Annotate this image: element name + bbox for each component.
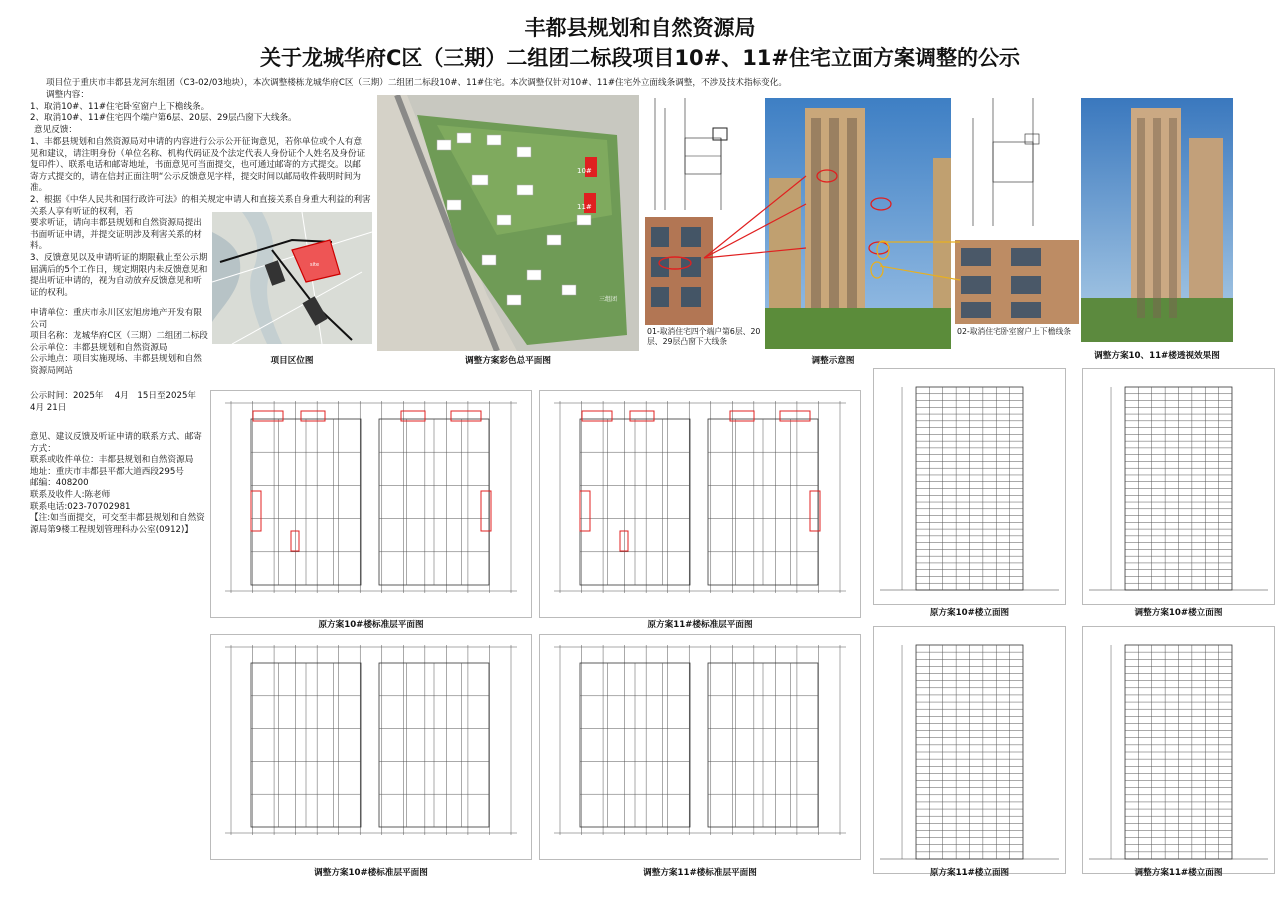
caption-elev-orig-11: 原方案11#楼立面图 bbox=[929, 868, 1010, 878]
applicant-info bbox=[30, 308, 208, 378]
publish-location: 公示地点：项目实施现场、丰都县规划和自然资源局网站 bbox=[30, 354, 202, 376]
page-title-subject: 关于龙城华府C区（三期）二组团二标段项目10#、11#住宅立面方案调整的公示 bbox=[259, 46, 1021, 70]
caption-elev-adj-11: 调整方案11#楼立面图 bbox=[1134, 868, 1223, 878]
plan-original-10 bbox=[210, 390, 532, 618]
floor-plan-drawing bbox=[540, 635, 860, 859]
caption-location-map: 项目区位图 bbox=[270, 356, 314, 366]
applicant: 申请单位：重庆市永川区宏旭房地产开发有限公司 bbox=[30, 308, 202, 330]
facade-photo-detail-2 bbox=[955, 240, 1079, 324]
callout-lines-yellow bbox=[880, 236, 960, 286]
caption-adjustment-diagram: 调整示意图 bbox=[811, 356, 855, 366]
caption-plan-adj-10: 调整方案10#楼标准层平面图 bbox=[314, 868, 428, 878]
plan-adjusted-10 bbox=[210, 634, 532, 860]
perspective-rendering bbox=[1081, 98, 1233, 342]
floor-plan-drawing bbox=[211, 391, 531, 617]
elevation-drawing bbox=[874, 627, 1065, 873]
content-item-1: 1、取消10#、11#住宅卧室窗户上下檐线条。 bbox=[30, 101, 210, 112]
publisher: 公示单位：丰都县规划和自然资源局 bbox=[30, 342, 168, 353]
contact-info bbox=[30, 432, 208, 536]
elevation-original-11 bbox=[873, 626, 1066, 874]
phone: 联系电话:023-70702981 bbox=[30, 501, 131, 512]
site-tag-11: 11# bbox=[577, 203, 592, 211]
callout-lines bbox=[700, 160, 810, 270]
recipient-unit: 联系或收件单位：丰都县规划和自然资源局 bbox=[30, 455, 194, 466]
elevation-drawing bbox=[1083, 369, 1274, 604]
content-item-2: 2、取消10#、11#住宅四个端户第6层、20层、29层凸窗下大线条。 bbox=[30, 113, 297, 124]
caption-plan-orig-11: 原方案11#楼标准层平面图 bbox=[647, 620, 753, 630]
caption-perspective: 调整方案10、11#楼透视效果图 bbox=[1094, 351, 1220, 361]
floor-plan-drawing bbox=[211, 635, 531, 859]
caption-detail-2: 02-取消住宅卧室窗户上下檐线条 bbox=[957, 327, 1072, 336]
site-plan-label: 三组团 bbox=[599, 296, 618, 303]
caption-elev-adj-10: 调整方案10#楼立面图 bbox=[1134, 608, 1223, 618]
submission-note: 【注:如当面提交，可交至丰都县规划和自然资源局第9楼工程规划管理科办公室(0912)】 bbox=[30, 513, 205, 535]
elevation-original-10 bbox=[873, 368, 1066, 605]
plan-original-11 bbox=[539, 390, 861, 618]
caption-site-plan: 调整方案彩色总平面图 bbox=[465, 356, 551, 366]
site-tag-10: 10# bbox=[577, 167, 592, 175]
caption-plan-adj-11: 调整方案11#楼标准层平面图 bbox=[643, 868, 757, 878]
plan-adjusted-11 bbox=[539, 634, 861, 860]
postcode: 邮编：408200 bbox=[30, 478, 89, 489]
elevation-drawing bbox=[874, 369, 1065, 604]
caption-detail-1: 01-取消住宅四个端户第6层、20层、29层凸窗下大线条 bbox=[647, 327, 761, 346]
content-heading: 调整内容： bbox=[46, 90, 89, 100]
feedback-item-2b: 要求听证，请向丰都县规划和自然资源局提出书面听证申请，并提交证明涉及利害关系的材料。 bbox=[30, 218, 202, 252]
contact-heading: 意见、建议反馈及听证申请的联系方式、邮寄方式： bbox=[30, 432, 202, 454]
page-title-agency: 丰都县规划和自然资源局 bbox=[524, 16, 756, 40]
elevation-adjusted-11 bbox=[1082, 626, 1275, 874]
recipient: 联系及收件人:陈老师 bbox=[30, 489, 111, 500]
location-map bbox=[212, 212, 372, 344]
site-label: site bbox=[310, 262, 320, 268]
feedback-heading: 意见反馈： bbox=[34, 124, 77, 135]
feedback-item-2a: 2、根据《中华人民共和国行政许可法》的相关规定申请人和直接关系自身重大利益的利害关系人享有听证的权利，若 bbox=[30, 195, 371, 217]
floor-plan-drawing bbox=[540, 391, 860, 617]
feedback-item-1: 1、丰都县规划和自然资源局对申请的内容进行公示公开征询意见，若你单位或个人有意见和建议，请注明身份（单位名称、机构代码证及个法定代表人身份证个人姓名及身份证复印件）、联系电话和邮寄地址，书面意见可当面提交，也可通过邮寄的方式提交。以邮寄方式提交的，请在信封正面注明“公示反馈意见字样，提交时间以邮局收件载明时间为准。 bbox=[30, 137, 366, 194]
address: 地址：重庆市丰都县平都大道西段295号 bbox=[30, 466, 184, 477]
publish-period: 公示时间：2025年 4月 15日至2025年 4月 21日 bbox=[30, 391, 208, 413]
caption-elev-orig-10: 原方案10#楼立面图 bbox=[929, 608, 1010, 618]
site-plan bbox=[377, 95, 639, 351]
adjustment-content bbox=[30, 90, 370, 136]
intro-paragraph: 项目位于重庆市丰都县龙河东组团（C3-02/03地块），本次调整楼栋龙城华府C区（三期）二组团二标段10#、11#住宅。本次调整仅针对10#、11#住宅外立面线条调整，不涉及技术指标变化。 bbox=[46, 78, 787, 88]
caption-plan-orig-10: 原方案10#楼标准层平面图 bbox=[318, 620, 424, 630]
section-detail-drawing-2 bbox=[953, 98, 1077, 226]
feedback-item-3: 3、反馈意见以及申请听证的期限截止至公示期届满后的5个工作日，规定期限内未反馈意见和提出听证申请的，视为自动放弃反馈意见和听证的权利。 bbox=[30, 253, 208, 298]
elevation-adjusted-10 bbox=[1082, 368, 1275, 605]
project-name: 项目名称：龙城华府C区（三期）二组团二标段 bbox=[30, 331, 208, 342]
elevation-drawing bbox=[1083, 627, 1274, 873]
